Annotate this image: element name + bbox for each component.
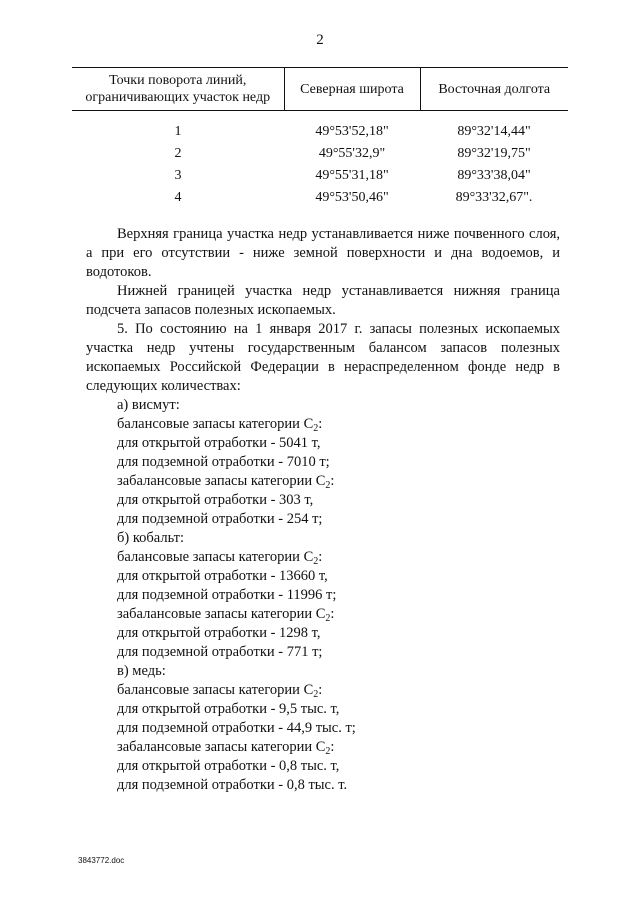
point-number: 3 [174, 168, 182, 183]
lower-boundary-paragraph: Нижней границей участка недр устанавливается нижняя граница подсчета запасов полезных ископаемых. [86, 283, 560, 318]
list-item: б) кобальт: [117, 530, 184, 546]
point-number: 4 [174, 190, 182, 205]
list-item: балансовые запасы категории $С_2$: [117, 682, 323, 700]
header-turning-points: Точки поворота линий, ограничивающих участок недр [72, 68, 284, 111]
list-item: для подземной отработки - 7010 т; [117, 454, 330, 470]
list-item: для подземной отработки - 11996 т; [117, 587, 337, 603]
list-item: для подземной отработки - 254 т; [117, 511, 323, 527]
list-item: в) медь: [117, 663, 166, 679]
longitude-cell: 89°32'19,75" [457, 146, 531, 161]
footer-filename: 3843772.doc [78, 856, 125, 865]
point-number: 1 [174, 124, 182, 139]
list-item: для открытой отработки - 1298 т, [117, 625, 321, 641]
latitude-cell: 49°55'31,18" [315, 168, 389, 183]
list-item: забалансовые запасы категории $С_2$: [117, 606, 335, 624]
list-item: для открытой отработки - 5041 т, [117, 435, 321, 451]
category-subscript: 2 [313, 556, 319, 567]
latitude-cell: 49°55'32,9" [318, 146, 386, 161]
category-subscript: 2 [313, 689, 319, 700]
list-item: для подземной отработки - 44,9 тыс. т; [117, 720, 356, 736]
list-item: забалансовые запасы категории $С_2$: [117, 739, 335, 757]
upper-boundary-paragraph: Верхняя граница участка недр устанавливается ниже почвенного слоя, а при его отсутствии - ниже земной поверхности и дна водоемов, и водотоков. [86, 226, 560, 280]
list-item: для открытой отработки - 303 т, [117, 492, 314, 508]
table-row [72, 143, 568, 165]
point-number: 2 [174, 146, 182, 161]
category-subscript: 2 [325, 746, 331, 757]
latitude-cell: 49°53'52,18" [315, 124, 389, 139]
list-item: для открытой отработки - 9,5 тыс. т, [117, 701, 340, 717]
list-item: а) висмут: [117, 397, 180, 413]
table-row [72, 111, 568, 144]
category-subscript: 2 [325, 613, 331, 624]
coordinates-table [72, 67, 568, 209]
category-subscript: 2 [325, 480, 331, 491]
list-item: для подземной отработки - 771 т; [117, 644, 323, 660]
header-north-latitude: Северная широта [284, 68, 420, 111]
longitude-cell: 89°33'38,04" [457, 168, 531, 183]
list-item: балансовые запасы категории $С_2$: [117, 549, 323, 567]
list-item: балансовые запасы категории $С_2$: [117, 416, 323, 434]
longitude-cell: 89°33'32,67". [455, 190, 533, 205]
list-item: забалансовые запасы категории $С_2$: [117, 473, 335, 491]
category-subscript: 2 [313, 423, 319, 434]
longitude-cell: 89°32'14,44" [457, 124, 531, 139]
document-body [86, 225, 560, 795]
reserves-paragraph: 5. По состоянию на 1 января 2017 г. запасы полезных ископаемых участка недр учтены государственным балансом запасов полезных ископаемых Российской Федерации в нераспределенном фонде недр в следующих количествах: [86, 321, 560, 394]
header-east-longitude: Восточная долгота [420, 68, 568, 111]
list-item: для открытой отработки - 0,8 тыс. т, [117, 758, 340, 774]
list-item: для открытой отработки - 13660 т, [117, 568, 328, 584]
table-row [72, 165, 568, 187]
latitude-cell: 49°53'50,46" [315, 190, 389, 205]
list-item: для подземной отработки - 0,8 тыс. т. [117, 777, 348, 793]
table-header-row [72, 68, 568, 111]
page-number: 2 [316, 32, 324, 48]
table-row [72, 187, 568, 209]
